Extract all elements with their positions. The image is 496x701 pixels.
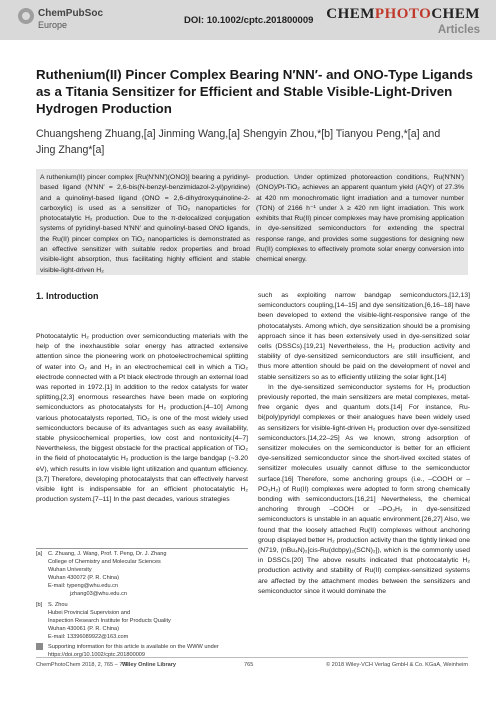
supporting-info-text[interactable]: Supporting information for this article is available on the WWW under https://doi.org/10.1002/cptc.201800009 (48, 644, 219, 659)
logo-mark-icon (18, 8, 34, 24)
body-paragraph: In the dye-sensitized semiconductor systems for H₂ production previously reported, the main sensitizers are metal complexes, metal-free organic dyes and quantum dots.[14] For instance, Ru-bi(poly)pyridyl complexes or their analogues have been widely used as sensitizers for visible-light-driven H₂ production over dye-sensitized semiconductors.[14,22–25] As we known, strong adsorption of sensitizer molecules on the semiconductor is better for an efficient dye-sensitized semiconductor since the short-lived excited states of sensitizer molecules usually cannot diffuse to the semiconductor surface.[16] Therefore, some anchoring groups (i.e., –COOH or –PO₃H₂) of Ru(II) complexes were adopted to form strong chemically bonding with semiconductors.[16,21] Nevertheless, the chemical anchoring through –COOH or –PO₃H₂ in dye-sensitized semiconductors is unstable in an aquatic environment.[26,27] Also, we found that the loosely attached Ru(II) complexes without anchoring group displayed better H₂ production activity than the tightly linked one (N719, (nBu₄N)₂[cis-Ru(dcbpy)₂(SCN)₂]), which is the commonly used in DSSCs.[20] The above results indicated that photocatalytic H₂ production activity and stability of Ru(II) complex-sensitized systems are affected by the attachment modes between the sensitizers and semiconductor since it would dominate the (258, 383, 470, 595)
affiliation-email[interactable]: E-mail: 13396089922@163.com (48, 633, 129, 640)
supporting-info-icon (36, 643, 45, 652)
affiliation-email[interactable]: jzhang03@whu.edu.cn (70, 591, 127, 598)
logo-line2: Europe (38, 20, 68, 30)
affiliation-line: Wuhan 430061 (P. R. China) (48, 625, 120, 632)
affiliation-tag: [a] (36, 551, 43, 557)
affiliation-email[interactable]: E-mail: typeng@whu.edu.cn (48, 583, 119, 590)
affiliation-a (36, 550, 248, 599)
author-line-1: Chuangsheng Zhuang,[a] Jinming Wang,[a] Shengyin Zhou,*[b] Tianyou Peng,*[a] and (36, 128, 441, 140)
body-right-column (258, 291, 470, 597)
section-heading: 1. Introduction (36, 291, 99, 301)
journal-name (326, 6, 480, 23)
abstract-left-column: A ruthenium(II) pincer complex [Ru(N′NN′)(ONO)] bearing a pyridinyl-based ligand (N′NN′ = 2,6-bis(N-benzyl-benzimidazol-2-yl)pyridine) and a quinolinyl-based ligand (ONO = 2,6-dihydroxyquinoline-2-carboxylic) is used as a sensitizer of TiO₂ nanoparticles for photocatalytic H₂ production. Due to the π-delocalized conjugation systems of pyridinyl-based N′NN′ and quinolinyl-based ONO ligands, the Ru(II) pincer complex on TiO₂ nanoparticles is demonstrated as an effective sensitizer with suitable redox properties and broad visible-light absorption, thus facilitating highly efficient and stable visible-light-driven H₂ (40, 174, 250, 274)
journal-name-part-b: PHOTO (374, 6, 432, 22)
affiliation-line: Inspection Research Institute for Products Quality (48, 617, 171, 624)
footer-divider (36, 657, 468, 658)
affiliation-line: S. Zhou (48, 601, 68, 608)
article-title: Ruthenium(II) Pincer Complex Bearing N′NN′- and ONO-Type Ligands as a Titania Sensitizer for Efficient and Stable Visible-Light-Driven Hydrogen Production (36, 67, 473, 116)
affiliation-line: College of Chemistry and Molecular Sciences (48, 559, 161, 566)
affiliation-line: C. Zhuang, J. Wang, Prof. T. Peng, Dr. J. Zhang (48, 551, 167, 557)
doi-link[interactable]: DOI: 10.1002/cptc.201800009 (184, 15, 314, 26)
abstract-right-column: production. Under optimized photoreaction conditions, Ru(N′NN′)(ONO)/Pt-TiO₂ achieves an apparent quantum yield (AQY) of 27.3% at 420 nm monochromatic light irradiation and a turnover number (TON) of 2166 h⁻¹ under λ ≥ 420 nm light irradiation. This work exhibits that Ru(II) pincer complexes may have promising application in dye-sensitized semiconductors for extending the spectral response range, and provides some suggestions for designing new Ru(II) complexes to effectively promote solar energy conversion into chemical energy. (256, 174, 464, 264)
affiliations (36, 550, 248, 661)
affiliation-line: Wuhan 430072 (P. R. China) (48, 575, 120, 582)
footer-wiley-online-library[interactable]: Wiley Online Library (122, 662, 177, 668)
footer-citation: ChemPhotoChem 2018, 2, 765 – 772 (36, 662, 129, 668)
affiliation-divider (36, 548, 248, 549)
journal-name-part-c: CHEM (431, 6, 480, 22)
body-paragraph: such as exploiting narrow bandgap semiconductors,[12,13] semiconductors coupling,[14–15] and dye sensitization,[6,16–18] have been developed to extend the visible-light-responsive range of the photocatalysts. Among which, dye sensitization should be a promising approach since it has been extensively used in dye-sensitized solar cells (DSSCs).[19,21] Nevertheless, the H₂ production activity and stability of dye-sensitized semiconductors are still insufficient, and thus more attention should be paid on the development of novel and stable sensitizers so as to efficiently utilizing the solar light.[14] (258, 292, 470, 381)
body-paragraph: Photocatalytic H₂ production over semiconducting materials with the help of the inexhaustible solar energy has attracted extensive attention since the pioneering work on photoelectrochemical splitting of water into O₂ and H₂ in an electrochemical cell in which a TiO₂ electrode connected with a Pt black electrode through an external load was reported in 1972.[1] In addition to the redox catalysts for water splitting,[2,3] enormous researches have been made on exploring semiconductors as photocatalysts for H₂ production.[4–10] Among various photocatalysts reported, TiO₂ is one of the most widely used semiconductors because of its advantages such as easy availability, stable physicochemical properties, low cost and nontoxicity.[4–7] Nevertheless, the biggest obstacle for the practical application of TiO₂ in the field of photocatalytic H₂ production is the large bandgap (~3.20 eV), which results in low visible light utilization and quantum efficiency.[3,7] Therefore, developing photocatalysts that can effectively harvest visible light is indispensable for an efficient photocatalytic H₂ production system.[7–11] In the past decades, various strategies (36, 333, 248, 504)
page-number: 765 (244, 662, 254, 668)
logo-line1: ChemPubSoc (38, 8, 104, 19)
affiliation-tag: [b] (36, 601, 43, 608)
affiliation-line: Hubei Provincial Supervision and (48, 609, 131, 616)
abstract-box (36, 169, 468, 275)
author-line-2: Jing Zhang*[a] (36, 144, 105, 156)
affiliation-b (36, 601, 248, 641)
publisher-logo (18, 6, 118, 36)
article-section-label: Articles (437, 24, 480, 36)
journal-name-part-a: CHEM (326, 6, 375, 22)
body-left-column (36, 332, 248, 505)
affiliation-line: Wuhan University (48, 567, 92, 574)
footer-copyright: © 2018 Wiley-VCH Verlag GmbH & Co. KGaA, Weinheim (325, 662, 468, 668)
author-list (36, 126, 476, 158)
